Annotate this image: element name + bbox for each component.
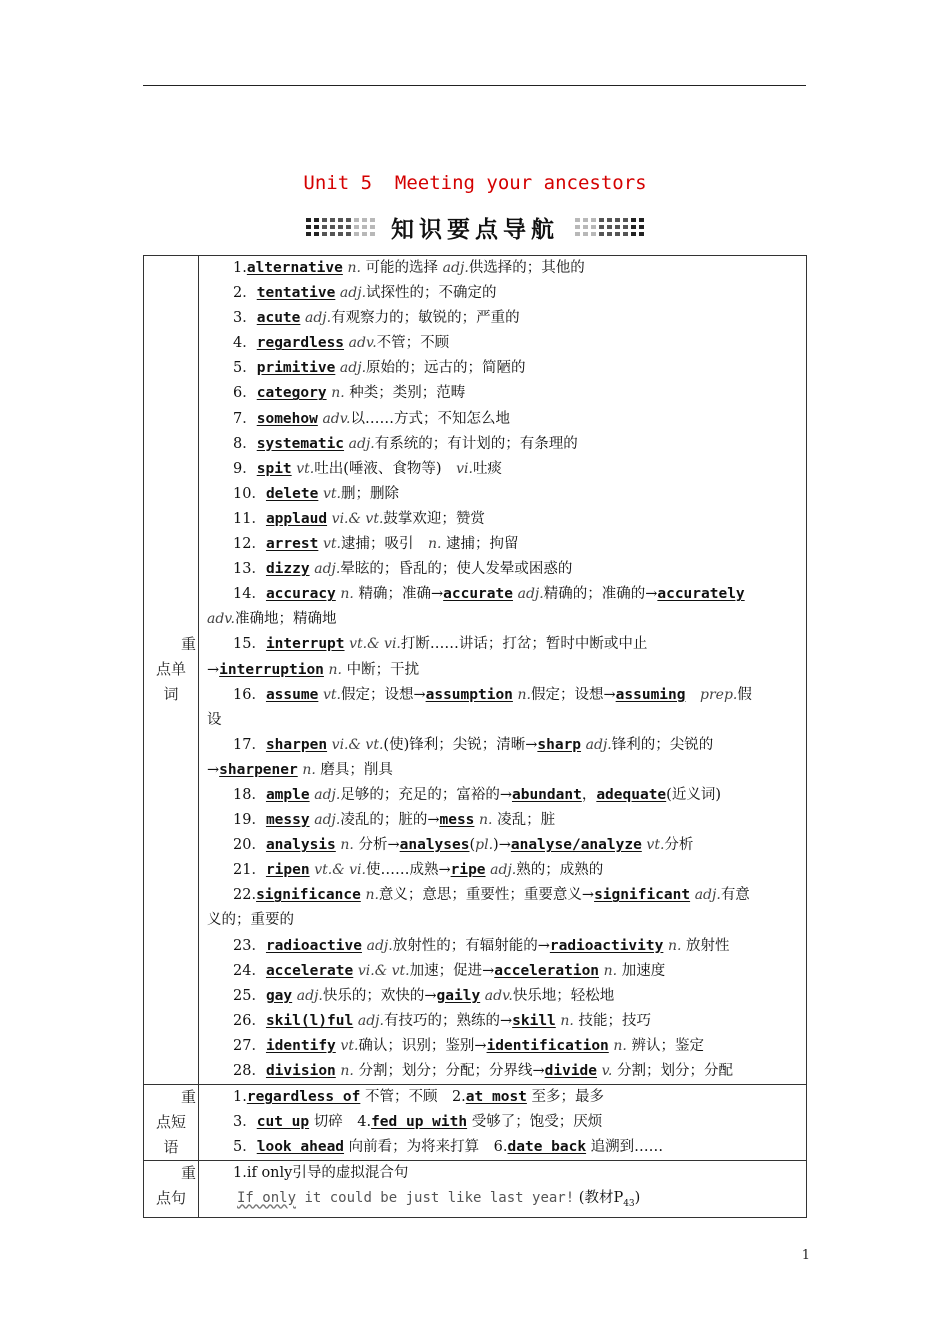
list-item: 5．primitive adj.原始的；远古的；简陋的: [233, 360, 526, 377]
phrases-label: 重 点短 语: [155, 1088, 196, 1157]
list-item: 1.if only引导的虚拟混合句: [233, 1165, 409, 1182]
sentences-label-cell: [144, 1161, 199, 1218]
list-item: 27．identify vt.确认；识别；鉴别→identification n. 辨认；鉴定: [233, 1037, 704, 1054]
list-item-continuation: →sharpener n. 磨具；削具: [207, 761, 393, 778]
page-title: Unit 5 Meeting your ancestors: [303, 172, 647, 194]
list-item: 9．spit vt.吐出(唾液、食物等) vi.吐痰: [233, 460, 502, 477]
list-item-continuation: adv.准确地；精确地: [207, 611, 337, 628]
list-item: 22.significance n.意义；意思；重要性；重要意义→significant adj.有意: [233, 887, 750, 904]
list-item: 7．somehow adv.以……方式；不知怎么地: [233, 410, 510, 427]
header-rule: [143, 85, 806, 86]
list-item-continuation: →interruption n. 中断；干扰: [207, 661, 420, 678]
words-row: [144, 256, 807, 1085]
page-number: 1: [801, 1248, 810, 1263]
list-item: 3．acute adj.有观察力的；敏锐的；严重的: [233, 310, 520, 327]
words-content: [199, 256, 807, 1085]
list-item: 14．accuracy n. 精确；准确→accurate adj.精确的；准确的→accurately: [233, 586, 745, 603]
list-item: 15．interrupt vt.& vi.打断……讲话；打岔；暂时中断或中止: [233, 636, 648, 653]
example-sentence: If only it could be just like last year! (教材$P_{43}$): [237, 1190, 641, 1210]
list-item: 4．regardless adv.不管；不顾: [233, 335, 450, 352]
list-item: 19．messy adj.凌乱的；脏的→mess n. 凌乱；脏: [233, 812, 556, 829]
section-banner: [0, 210, 950, 244]
sentences-content: [199, 1161, 807, 1218]
list-item-continuation: 义的；重要的: [207, 912, 294, 929]
words-label-cell: [144, 256, 199, 1085]
list-item: 25．gay adj.快乐的；欢快的→gaily adv.快乐地；轻松地: [233, 987, 615, 1004]
list-item: 12．arrest vt.逮捕；吸引 n. 逮捕；拘留: [233, 536, 519, 553]
list-item: 2．tentative adj.试探性的；不确定的: [233, 285, 497, 302]
list-item: 20．analysis n. 分析→analyses(pl.)→analyse/analyze vt.分析: [233, 837, 694, 854]
dots-decoration-left: [306, 218, 375, 236]
phrases-row: [144, 1085, 807, 1161]
list-item: 16．assume vt.假定；设想→assumption n.假定；设想→assuming prep.假: [233, 686, 752, 703]
phrases-content: [199, 1085, 807, 1161]
list-item: 21．ripen vt.& vi.使……成熟→ripe adj.熟的；成熟的: [233, 862, 604, 879]
list-item: 24．accelerate vi.& vt.加速；促进→acceleration n. 加速度: [233, 962, 666, 979]
sentences-row: [144, 1161, 807, 1218]
list-item: 1.alternative n. 可能的选择 adj.供选择的；其他的: [233, 260, 585, 276]
list-item: 18．ample adj.足够的；充足的；富裕的→abundant，adequate(近义词): [233, 786, 721, 803]
knowledge-table: [143, 255, 807, 1218]
banner-title: 知识要点导航: [391, 216, 559, 243]
list-item: 26．skil(l)ful adj.有技巧的；熟练的→skill n. 技能；技巧: [233, 1012, 651, 1029]
dots-decoration-right: [575, 218, 644, 236]
words-label: 重 点单 词: [155, 635, 196, 703]
list-item: 10．delete vt.删；删除: [233, 485, 399, 502]
list-item: 8．systematic adj.有系统的；有计划的；有条理的: [233, 435, 578, 452]
list-item: 17．sharpen vi.& vt.(使)锋利；尖锐；清晰→sharp adj.锋利的；尖锐的: [233, 736, 714, 753]
list-item-continuation: 设: [207, 711, 222, 728]
list-item: 5．look ahead 向前看；为将来打算 6.date back 追溯到……: [233, 1139, 664, 1156]
list-item: 6．category n. 种类；类别；范畴: [233, 385, 466, 402]
list-item: 28．division n. 分割；划分；分配；分界线→divide v. 分割；划分；分配: [233, 1063, 733, 1079]
list-item: 11．applaud vi.& vt.鼓掌欢迎；赞赏: [233, 510, 485, 527]
list-item: 1.regardless of 不管；不顾 2.at most 至多；最多: [233, 1089, 605, 1106]
list-item: 23．radioactive adj.放射性的；有辐射能的→radioactivity n. 放射性: [233, 937, 730, 954]
list-item: 13．dizzy adj.晕眩的；昏乱的；使人发晕或困惑的: [233, 561, 573, 578]
list-item: 3．cut up 切碎 4.fed up with 受够了；饱受；厌烦: [233, 1114, 603, 1131]
phrases-label-cell: [144, 1085, 199, 1161]
sentences-label: 重 点句: [155, 1164, 196, 1208]
